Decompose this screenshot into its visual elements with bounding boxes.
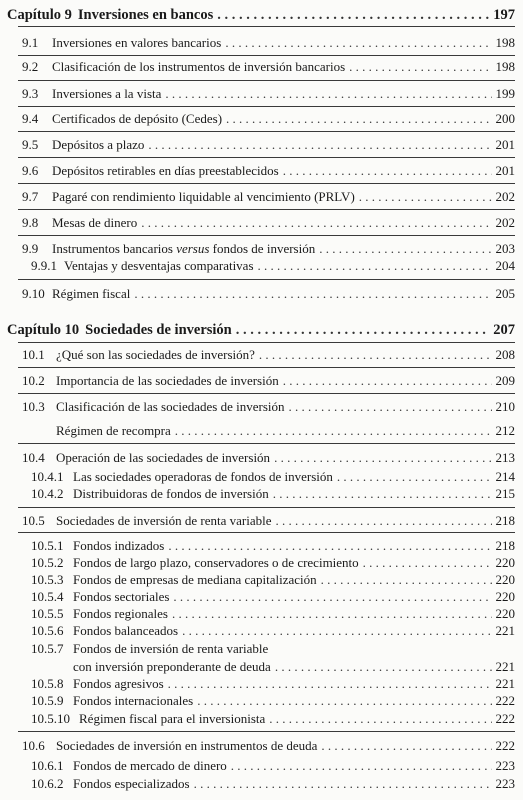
toc-subentry [56, 423, 515, 439]
section-number: 10.5 [22, 513, 45, 528]
section-title: Clasificación de las sociedades de inversión [56, 399, 285, 414]
section-number: 10.5.4 [31, 589, 64, 604]
dot-leader [182, 623, 491, 639]
page-number: 201 [495, 163, 515, 178]
toc-subentry [31, 589, 515, 605]
toc-entry [22, 286, 515, 302]
page-number: 222 [495, 711, 515, 726]
rule [18, 157, 515, 158]
section-title: Sociedades de inversión en instrumentos de deuda [56, 738, 318, 753]
section-title: Las sociedades operadoras de fondos de inversión [73, 469, 333, 484]
dot-leader [231, 758, 492, 774]
section-title: con inversión preponderante de deuda [73, 659, 271, 674]
section-number: 10.5.5 [31, 606, 64, 621]
toc-entry [22, 373, 515, 389]
toc-entry [22, 347, 515, 363]
section-title: Distribuidoras de fondos de inversión [73, 486, 269, 501]
rule [18, 443, 515, 444]
dot-leader [269, 711, 491, 727]
section-title: Fondos internacionales [73, 693, 194, 708]
emphasis-text: versus [176, 241, 210, 256]
section-number: 9.10 [22, 286, 45, 301]
page-number: 220 [495, 589, 515, 604]
dot-leader [134, 286, 491, 302]
section-title: Clasificación de los instrumentos de inversión bancarios [52, 59, 346, 74]
page-number: 204 [495, 258, 515, 273]
section-number: 9.4 [22, 111, 39, 126]
dot-leader [168, 676, 492, 692]
section-number: 10.5.8 [31, 676, 64, 691]
toc-subentry [31, 572, 515, 588]
toc-entry [22, 738, 515, 754]
toc-subentry [31, 758, 515, 774]
section-title: Inversiones en valores bancarios [52, 35, 222, 50]
dot-leader [258, 258, 492, 274]
page-number: 220 [495, 555, 515, 570]
dot-leader [194, 776, 492, 792]
dot-leader [175, 423, 492, 439]
toc-subentry [31, 676, 515, 692]
rule [18, 279, 515, 280]
dot-leader [283, 373, 492, 389]
toc-subentry [31, 711, 515, 727]
section-title: Pagaré con rendimiento liquidable al vencimiento (PRLV) [52, 189, 355, 204]
page-number: 213 [495, 450, 515, 465]
page-number: 220 [495, 572, 515, 587]
section-number: 10.5.10 [31, 711, 70, 726]
section-title: ¿Qué son las sociedades de inversión? [56, 347, 255, 362]
rule [18, 209, 515, 210]
section-title: Depósitos retirables en días preestablecidos [52, 163, 279, 178]
section-title: Régimen fiscal para el inversionista [79, 711, 266, 726]
page-number: 202 [495, 215, 515, 230]
dot-leader [217, 7, 489, 23]
chapter-9-heading [7, 7, 515, 23]
section-title: Fondos balanceados [73, 623, 179, 638]
chapter-label: Capítulo 10 [7, 322, 80, 338]
dot-leader [273, 486, 492, 502]
page-number: 207 [493, 322, 515, 338]
page-number: 200 [495, 111, 515, 126]
dot-leader [321, 572, 492, 588]
rule [18, 183, 515, 184]
section-number: 9.7 [22, 189, 39, 204]
section-number: 10.5.2 [31, 555, 64, 570]
page-number: 212 [495, 423, 515, 438]
dot-leader [236, 322, 490, 338]
page-number: 218 [495, 513, 515, 528]
dot-leader [349, 59, 491, 75]
section-title: Fondos de inversión de renta variable [73, 641, 269, 656]
dot-leader [276, 513, 492, 529]
rule [18, 26, 515, 27]
section-number: 10.5.1 [31, 538, 64, 553]
dot-leader [275, 659, 492, 675]
toc-entry [22, 111, 515, 127]
toc-entry [22, 86, 515, 102]
section-title: Fondos indizados [73, 538, 165, 553]
section-title: Fondos de empresas de mediana capitalización [73, 572, 317, 587]
toc-subentry [31, 693, 515, 709]
section-title: Importancia de las sociedades de inversión [56, 373, 279, 388]
dot-leader [226, 111, 491, 127]
section-title: Sociedades de inversión de renta variable [56, 513, 272, 528]
section-title: Certificados de depósito (Cedes) [52, 111, 223, 126]
page-number: 205 [495, 286, 515, 301]
page-number: 221 [495, 623, 515, 638]
dot-leader [319, 241, 491, 257]
dot-leader [173, 589, 491, 605]
page-number: 222 [495, 693, 515, 708]
section-number: 10.1 [22, 347, 45, 362]
page-number: 223 [495, 758, 515, 773]
section-number: 10.2 [22, 373, 45, 388]
dot-leader [259, 347, 492, 363]
section-number: 10.5.3 [31, 572, 64, 587]
section-title: Fondos sectoriales [73, 589, 170, 604]
toc-entry [22, 399, 515, 415]
toc-subentry [31, 538, 515, 554]
rule [18, 342, 515, 343]
section-title: Régimen de recompra [56, 423, 171, 438]
section-number: 9.9.1 [31, 258, 57, 273]
page-number: 223 [495, 776, 515, 791]
section-title: Fondos de largo plazo, conservadores o de crecimiento [73, 555, 359, 570]
section-number: 9.1 [22, 35, 39, 50]
dot-leader [148, 137, 491, 153]
section-number: 10.4.2 [31, 486, 64, 501]
dot-leader [197, 693, 491, 709]
section-number: 9.8 [22, 215, 39, 230]
section-number: 9.3 [22, 86, 39, 101]
dot-leader [141, 215, 491, 231]
rule [18, 393, 515, 394]
section-title: Operación de las sociedades de inversión [56, 450, 271, 465]
section-title: Fondos de mercado de dinero [73, 758, 227, 773]
section-title: Fondos especializados [73, 776, 190, 791]
chapter-title: Sociedades de inversión [85, 322, 232, 338]
rule [18, 507, 515, 508]
section-title: Fondos regionales [73, 606, 168, 621]
toc-subentry [31, 486, 515, 502]
page-number: 198 [495, 59, 515, 74]
section-title: Régimen fiscal [52, 286, 131, 301]
dot-leader [172, 606, 492, 622]
page-number: 215 [495, 486, 515, 501]
page-number: 201 [495, 137, 515, 152]
page-number: 214 [495, 469, 515, 484]
section-title: Depósitos a plazo [52, 137, 145, 152]
toc-entry [22, 59, 515, 75]
dot-leader [363, 555, 492, 571]
toc-subentry [31, 258, 515, 274]
dot-leader [359, 189, 492, 205]
rule [18, 235, 515, 236]
page-number: 199 [495, 86, 515, 101]
rule [18, 131, 515, 132]
page-number: 197 [493, 7, 515, 23]
section-number: 10.5.9 [31, 693, 64, 708]
toc-subentry [31, 623, 515, 639]
rule [18, 55, 515, 56]
rule [18, 731, 515, 732]
toc-subentry-continuation [73, 659, 515, 675]
page-number: 221 [495, 659, 515, 674]
page-number: 218 [495, 538, 515, 553]
dot-leader [274, 450, 491, 466]
dot-leader [283, 163, 492, 179]
toc-subentry [31, 641, 515, 657]
section-number: 10.6 [22, 738, 45, 753]
section-title: Mesas de dinero [52, 215, 138, 230]
chapter-10-heading [7, 322, 515, 338]
section-number: 10.4 [22, 450, 45, 465]
dot-leader [225, 35, 491, 51]
toc-subentry [31, 555, 515, 571]
toc-entry [22, 35, 515, 51]
dot-leader [168, 538, 491, 554]
section-number: 10.6.2 [31, 776, 64, 791]
toc-subentry [31, 776, 515, 792]
page-number: 202 [495, 189, 515, 204]
dot-leader [289, 399, 492, 415]
toc-subentry [31, 469, 515, 485]
section-number: 9.2 [22, 59, 39, 74]
section-number: 9.9 [22, 241, 39, 256]
section-number: 10.3 [22, 399, 45, 414]
page-number: 222 [495, 738, 515, 753]
page-number: 220 [495, 606, 515, 621]
toc-entry [22, 137, 515, 153]
page-number: 208 [495, 347, 515, 362]
rule [18, 80, 515, 81]
toc-entry [22, 215, 515, 231]
dot-leader [321, 738, 491, 754]
toc-entry [22, 241, 515, 257]
dot-leader [165, 86, 491, 102]
toc-subentry [31, 606, 515, 622]
page-number: 209 [495, 373, 515, 388]
dot-leader [337, 469, 492, 485]
page-number: 210 [495, 399, 515, 414]
section-number: 9.5 [22, 137, 39, 152]
section-number: 9.6 [22, 163, 39, 178]
page-number: 203 [495, 241, 515, 256]
toc-entry [22, 189, 515, 205]
toc-entry [22, 450, 515, 466]
toc-entry [22, 513, 515, 529]
chapter-label: Capítulo 9 [7, 7, 72, 23]
section-number: 10.5.6 [31, 623, 64, 638]
section-title: Fondos agresivos [73, 676, 164, 691]
section-number: 10.4.1 [31, 469, 64, 484]
section-number: 10.6.1 [31, 758, 64, 773]
rule [18, 106, 515, 107]
section-title: Inversiones a la vista [52, 86, 162, 101]
section-title: Ventajas y desventajas comparativas [64, 258, 254, 273]
page-number: 221 [495, 676, 515, 691]
page-number: 198 [495, 35, 515, 50]
chapter-title: Inversiones en bancos [77, 7, 214, 23]
section-title: Instrumentos bancarios versus fondos de inversión [52, 241, 316, 256]
rule [18, 532, 515, 533]
toc-entry [22, 163, 515, 179]
section-number: 10.5.7 [31, 641, 64, 656]
rule [18, 367, 515, 368]
